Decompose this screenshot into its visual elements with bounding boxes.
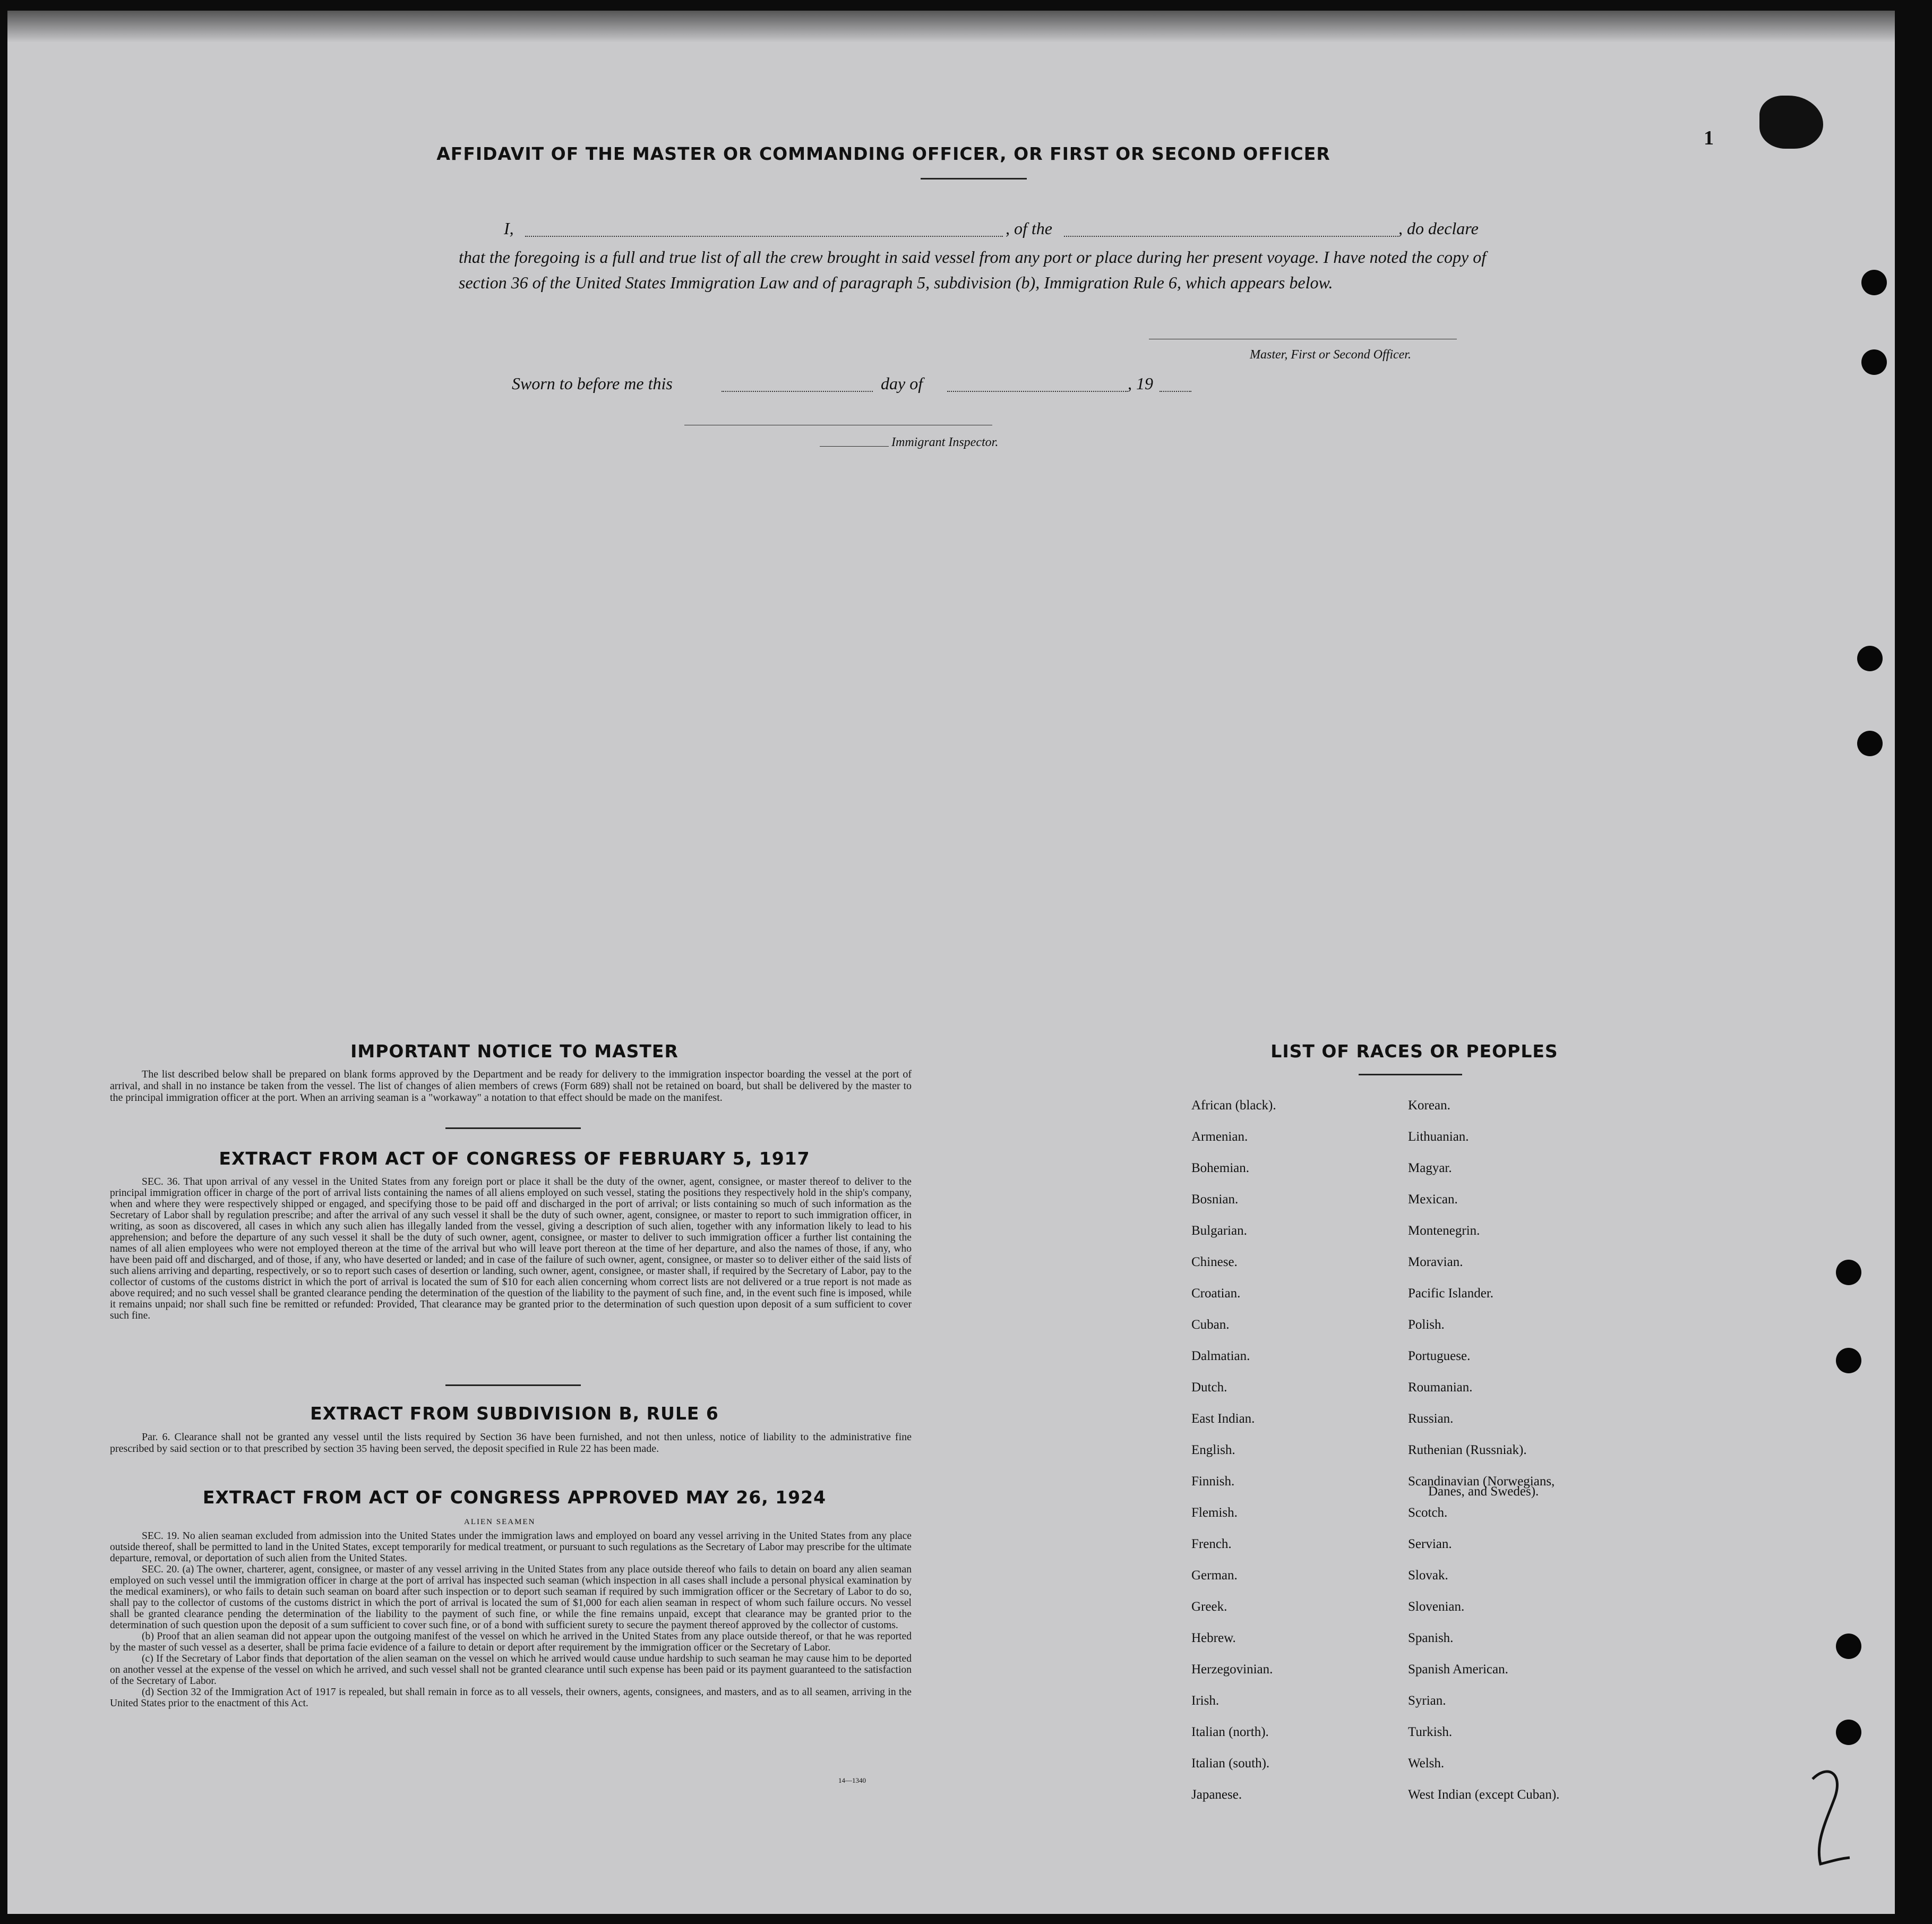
scan-top-edge xyxy=(7,11,1895,42)
extract-1917-text: SEC. 36. That upon arrival of any vessel in the United States from any foreign port or place it shall be the duty of the owner, agent, consignee, or master thereof to deliver to the principal immigration officer in charge of the port of arrival lists containing the names of all aliens employed on such vessel, stating the positions they respectively hold in the ship's company, when and where they were respectively shipped or engaged, and specifying those to be paid off and discharged in the port of arrival; or lists containing so much of such information as the Secretary of Labor shall by regulation prescribe; and after the arrival of any such vessel it shall be the duty of such owner, agent, consignee, or master to report to such immigration officer, in writing, as soon as discovered, all cases in which any such alien has illegally landed from the vessel, giving a description of such alien, together with any information likely to lead to his apprehension; and before the departure of any such vessel it shall be the duty of such owner, agent, consignee, or master to deliver to such immigration officer a further list containing the names of all alien employees who were not employed thereon at the time of the arrival but who will leave port thereon at the time of her departure, and also the names of those, if any, who have been paid off and discharged, and of those, if any, who have deserted or landed; and in case of the failure of such owner, agent, consignee, or master so to deliver either of the said lists of such aliens arriving and departing, respectively, or so to report such cases of desertion or landing, such owner, agent, consignee, or master shall, if required by the Secretary of Labor, pay to the collector of customs of the customs district in which the port of arrival is located the sum of $10 for each alien concerning whom correct lists are not delivered or a true report is not made as above required; and no such vessel shall be granted clearance pending the determination of the question of the liability to the payment of such fine, and, in the event such fine is imposed, while it remains unpaid; nor shall such fine be remitted or refunded: Provided, That clearance may be granted prior to the determination of such question upon deposit of a sum sufficient to cover such fine. xyxy=(110,1176,912,1321)
race-item: Bosnian. xyxy=(1191,1192,1239,1207)
race-item: Mexican. xyxy=(1408,1192,1458,1207)
punch-hole xyxy=(1836,1720,1861,1745)
race-item: Russian. xyxy=(1408,1412,1454,1426)
affidavit-title: AFFIDAVIT OF THE MASTER OR COMMANDING OFFICER, OR FIRST OR SECOND OFFICER xyxy=(436,143,1330,164)
race-item: Cuban. xyxy=(1191,1318,1230,1332)
extract-rule6-title: EXTRACT FROM SUBDIVISION B, RULE 6 xyxy=(310,1403,719,1424)
race-item: Slovak. xyxy=(1408,1568,1448,1583)
alien-seamen-subtitle: ALIEN SEAMEN xyxy=(464,1518,536,1526)
race-item: German. xyxy=(1191,1568,1238,1583)
sec-20b-paragraph: (b) Proof that an alien seaman did not appear upon the outgoing manifest of the vessel on which he arrived in the United States from any place outside thereof, or that he was reported by the master of such vessel as a deserter, shall be prima facie evidence of a failure to detain or deport after requirement by the immigration officer or the Secretary of Labor. xyxy=(110,1631,912,1653)
inspector-short-line xyxy=(820,446,889,447)
declaration-of-the: , of the xyxy=(1006,219,1052,238)
sworn-month-blank[interactable] xyxy=(947,391,1128,392)
race-item: Turkish. xyxy=(1408,1725,1453,1739)
extract-1924-title: EXTRACT FROM ACT OF CONGRESS APPROVED MAY 26, 1924 xyxy=(202,1487,827,1508)
officer-signature-label: Master, First or Second Officer. xyxy=(1250,348,1411,362)
vessel-blank[interactable] xyxy=(1064,236,1398,237)
race-item: Portuguese. xyxy=(1408,1349,1471,1363)
punch-hole xyxy=(1861,270,1887,295)
race-item: Syrian. xyxy=(1408,1694,1446,1708)
extract-rule6-text: Par. 6. Clearance shall not be granted any vessel until the lists required by Section 36 have been furnished, and not then unless, notice of liability to the administrative fine prescribed by said section or to that prescribed by section 35 having been served, the deposit specified in Rule 22 has been made. xyxy=(110,1431,912,1455)
notice-title: IMPORTANT NOTICE TO MASTER xyxy=(350,1041,679,1062)
race-item: Hebrew. xyxy=(1191,1631,1236,1645)
sec-20d-paragraph: (d) Section 32 of the Immigration Act of 1917 is repealed, but shall remain in force as to all vessels, their owners, agents, consignees, and masters, and as to all seamen, arriving in the United States prior to the enactment of this Act. xyxy=(110,1687,912,1709)
name-blank[interactable] xyxy=(525,236,1003,237)
race-item: Scotch. xyxy=(1408,1506,1448,1520)
punch-hole xyxy=(1857,646,1883,671)
race-item: Croatian. xyxy=(1191,1286,1241,1301)
sec-19-paragraph: SEC. 19. No alien seaman excluded from admission into the United States under the immigration laws and employed on board any vessel arriving in the United States from any place outside thereof, shall be permitted to land in the United States, except temporarily for medical treatment, or pursuant to such regulations as the Secretary of Labor may prescribe for the ultimate departure, removal, or deportation of such alien from the United States. xyxy=(110,1530,912,1564)
race-item: Ruthenian (Russniak). xyxy=(1408,1443,1527,1457)
race-item: Servian. xyxy=(1408,1537,1452,1551)
race-item: Herzegovinian. xyxy=(1191,1662,1273,1677)
race-item: Slovenian. xyxy=(1408,1600,1465,1614)
race-item: Polish. xyxy=(1408,1318,1445,1332)
race-item: Korean. xyxy=(1408,1098,1450,1113)
notice-text: The list described below shall be prepared on blank forms approved by the Department and be ready for delivery to the immigration inspector boarding the vessel at the port of arrival, and shall in no instance be taken from the vessel. The list of changes of alien members of crews (Form 689) shall not be retained on board, but shall be delivered by the master to the principal immigration officer at the port. When an arriving seaman is a "workaway" a notation to that effect should be made on the manifest. xyxy=(110,1068,912,1104)
race-item: Welsh. xyxy=(1408,1756,1445,1771)
race-item: Greek. xyxy=(1191,1600,1227,1614)
declaration-i: I, xyxy=(504,219,514,238)
race-item: Bulgarian. xyxy=(1191,1224,1247,1238)
race-item: Montenegrin. xyxy=(1408,1224,1480,1238)
paper-tear xyxy=(1759,96,1823,149)
race-item: Moravian. xyxy=(1408,1255,1463,1269)
sworn-day-blank[interactable] xyxy=(722,391,873,392)
race-item: Dutch. xyxy=(1191,1380,1227,1395)
race-item: Italian (north). xyxy=(1191,1725,1269,1739)
sworn-day-of: day of xyxy=(881,374,923,393)
race-item: Armenian. xyxy=(1191,1130,1248,1144)
sworn-text: Sworn to before me this xyxy=(512,374,673,393)
divider xyxy=(921,178,1027,179)
declaration-do-declare: , do declare xyxy=(1398,219,1479,238)
extract-1917-title: EXTRACT FROM ACT OF CONGRESS OF FEBRUARY 5, 1917 xyxy=(219,1148,810,1169)
race-item: Spanish American. xyxy=(1408,1662,1508,1677)
race-item: Italian (south). xyxy=(1191,1756,1270,1771)
race-item: Bohemian. xyxy=(1191,1161,1250,1175)
punch-hole xyxy=(1861,349,1887,375)
sworn-year-blank[interactable] xyxy=(1160,391,1191,392)
punch-hole xyxy=(1836,1634,1861,1659)
race-item: West Indian (except Cuban). xyxy=(1408,1788,1560,1802)
inspector-label: Immigrant Inspector. xyxy=(891,435,999,449)
race-item: Scandinavian (Norwegians, xyxy=(1408,1474,1555,1489)
document-page xyxy=(7,11,1895,1914)
divider xyxy=(1359,1074,1462,1075)
divider xyxy=(445,1127,581,1129)
declaration-body: that the foregoing is a full and true list of all the crew brought in said vessel from any port or place during her present voyage. I have noted the copy of section 36 of the United States Immigration Law and of paragraph 5, subdivision (b), Immigration Rule 6, which appears below. xyxy=(459,247,1487,292)
race-item: Lithuanian. xyxy=(1408,1130,1469,1144)
race-item: Danes, and Swedes). xyxy=(1428,1484,1539,1499)
form-number: 14—1340 xyxy=(838,1776,866,1784)
sworn-year: , 19 xyxy=(1128,374,1153,393)
races-title: LIST OF RACES OR PEOPLES xyxy=(1270,1041,1558,1062)
punch-hole xyxy=(1836,1260,1861,1285)
corner-mark: 1 xyxy=(1704,127,1714,149)
race-item: Roumanian. xyxy=(1408,1380,1473,1395)
race-item: African (black). xyxy=(1191,1098,1276,1113)
race-item: Finnish. xyxy=(1191,1474,1235,1489)
sec-20a-paragraph: SEC. 20. (a) The owner, charterer, agent, consignee, or master of any vessel arriving in the United States from any place outside thereof who fails to detain on board any alien seaman employed on such vessel until the immigration officer in charge at the port of arrival has inspected such seaman (which inspection in all cases shall include a personal physical examination by the medical examiners), or who fails to detain such seaman on board after such inspection or to deport such seaman if required by such immigration officer or the Secretary of Labor to do so, shall pay to the collector of customs of the customs district in which the port of arrival is located the sum of $1,000 for each alien seaman in respect of whom such failure occurs. No vessel shall be granted clearance pending the determination of the liability to the payment of such fine, or while the fine remains unpaid, except that clearance may be granted prior to the determination of such question upon the deposit of a sum sufficient to cover such fine, or of a bond with sufficient surety to secure the payment thereof approved by the collector of customs. xyxy=(110,1564,912,1631)
race-item: Pacific Islander. xyxy=(1408,1286,1494,1301)
race-item: Spanish. xyxy=(1408,1631,1454,1645)
punch-hole xyxy=(1836,1348,1861,1373)
race-item: Japanese. xyxy=(1191,1788,1242,1802)
race-item: Dalmatian. xyxy=(1191,1349,1250,1363)
extract-1924-body xyxy=(110,1530,912,1709)
race-item: Magyar. xyxy=(1408,1161,1452,1175)
divider xyxy=(445,1384,581,1386)
sec-20c-paragraph: (c) If the Secretary of Labor finds that deportation of the alien seaman on the vessel on which he arrived would cause undue hardship to such seaman he may cause him to be deported on another vessel at the expense of the vessel on which he arrived, and such vessel shall not be granted clearance until such expense has been paid or its payment guaranteed to the satisfaction of the Secretary of Labor. xyxy=(110,1653,912,1687)
race-item: Chinese. xyxy=(1191,1255,1238,1269)
race-item: English. xyxy=(1191,1443,1235,1457)
race-item: Flemish. xyxy=(1191,1506,1238,1520)
handwritten-page-number xyxy=(1807,1763,1855,1869)
punch-hole xyxy=(1857,731,1883,756)
race-item: Irish. xyxy=(1191,1694,1220,1708)
race-item: East Indian. xyxy=(1191,1412,1255,1426)
race-item: French. xyxy=(1191,1537,1232,1551)
